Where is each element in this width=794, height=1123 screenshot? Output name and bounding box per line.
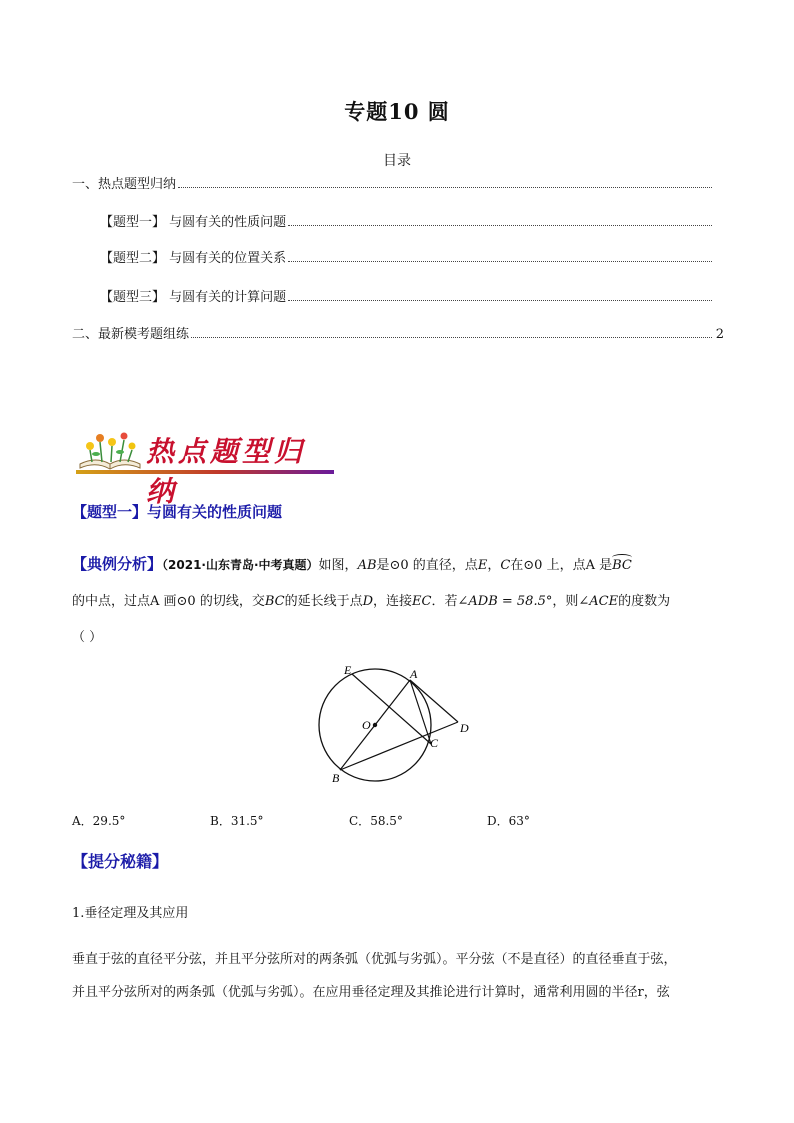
label-e: E (344, 663, 352, 677)
toc-item-label: 【题型二】 与圆有关的位置关系 (100, 251, 287, 266)
example-line-2 (72, 592, 732, 612)
label-b: B (332, 771, 340, 785)
math-ab: AB (357, 558, 377, 573)
banner-title: 热点题型归纳 (146, 435, 307, 508)
toc-leader-dots (178, 187, 712, 188)
example-text: 的度数为 (618, 594, 671, 609)
toc-item-2[interactable] (100, 210, 724, 230)
tips-paragraph-line-2: 并且平分弦所对的两条弧（优弧与劣弧）。在应用垂径定理及其推论进行计算时，通常利用圆的半径r，弦 (72, 985, 670, 1000)
math-ec: EC (412, 594, 432, 609)
math-angle-ace: ∠ACE (578, 594, 619, 609)
math-angle-adb: ∠ADB = 58.5° (457, 594, 553, 609)
label-d: D (460, 721, 469, 735)
math-arc-label: BC (612, 558, 632, 573)
option-letter: A． (72, 814, 93, 828)
example-tag: 【典例分析】 (72, 555, 163, 573)
option-value: 29.5° (92, 814, 126, 828)
toc-item-3[interactable] (100, 246, 724, 266)
math-c: C (500, 558, 511, 573)
example-text: 的延长线于点 (284, 594, 363, 609)
center-point (373, 723, 377, 727)
example-text: 是⊙0 的直径，点 (376, 558, 478, 573)
toc-item-label: 【题型一】 与圆有关的性质问题 (100, 215, 287, 230)
example-text: ， (487, 558, 501, 573)
toc-item-4[interactable] (100, 285, 724, 305)
math-bc: BC (264, 594, 285, 609)
toc-heading: 目录 (383, 153, 411, 169)
math-d: D (362, 594, 374, 609)
label-a: A (410, 667, 418, 681)
example-line-1 (72, 554, 732, 576)
option-value: 58.5° (370, 814, 403, 828)
label-o: O (362, 718, 371, 732)
tips-paragraph-line-1: 垂直于弦的直径平分弦，并且平分弦所对的两条弧（优弧与劣弧）。平分弦（不是直径）的直径垂直于弦， (72, 952, 677, 967)
example-text: 如图， (318, 558, 358, 573)
tips-heading: 【提分秘籍】 (72, 852, 169, 871)
geometry-figure (300, 658, 490, 790)
option-b[interactable] (210, 812, 264, 829)
toc-leader-dots (288, 225, 712, 226)
section-banner (76, 428, 334, 508)
example-text: ，则 (552, 594, 579, 609)
toc-leader-dots (288, 300, 712, 301)
option-a[interactable] (72, 812, 125, 829)
example-source: （2021·山东青岛·中考真题） (162, 558, 319, 572)
example-text: 在⊙0 上，点A 是 (510, 558, 613, 573)
example-text: 的中点，过点A 画⊙0 的切线，交 (72, 594, 265, 609)
math-e: E (477, 558, 488, 573)
math-arc-bc (612, 556, 632, 576)
option-value: 31.5° (230, 814, 264, 828)
toc-item-page: 2 (715, 327, 724, 342)
toc-leader-dots (288, 261, 712, 262)
tips-subheading: 1.垂径定理及其应用 (72, 906, 189, 921)
segment-bd (340, 722, 458, 770)
label-c: C (430, 736, 439, 750)
option-letter: C． (349, 814, 371, 828)
example-text: ．若 (431, 594, 458, 609)
toc-item-label: 【题型三】 与圆有关的计算问题 (100, 290, 287, 305)
option-letter: B． (210, 814, 231, 828)
toc-item-label: 一、热点题型归纳 (72, 177, 177, 192)
option-value: 63° (508, 814, 530, 828)
section-heading: 【题型一】与圆有关的性质问题 (72, 503, 283, 521)
page-title: 专题10 圆 (344, 99, 450, 124)
toc-item-1[interactable] (72, 172, 724, 192)
option-letter: D． (487, 814, 509, 828)
option-d[interactable] (487, 812, 530, 829)
toc-item-label: 二、最新模考题组练 (72, 327, 190, 342)
answer-bracket: （ ） (72, 630, 103, 645)
toc-item-5[interactable] (72, 322, 724, 342)
option-c[interactable] (349, 812, 403, 829)
toc-leader-dots (191, 337, 712, 338)
example-text: ，连接 (373, 594, 413, 609)
open-book-flowers-icon (76, 428, 144, 472)
banner-underline (76, 470, 334, 474)
